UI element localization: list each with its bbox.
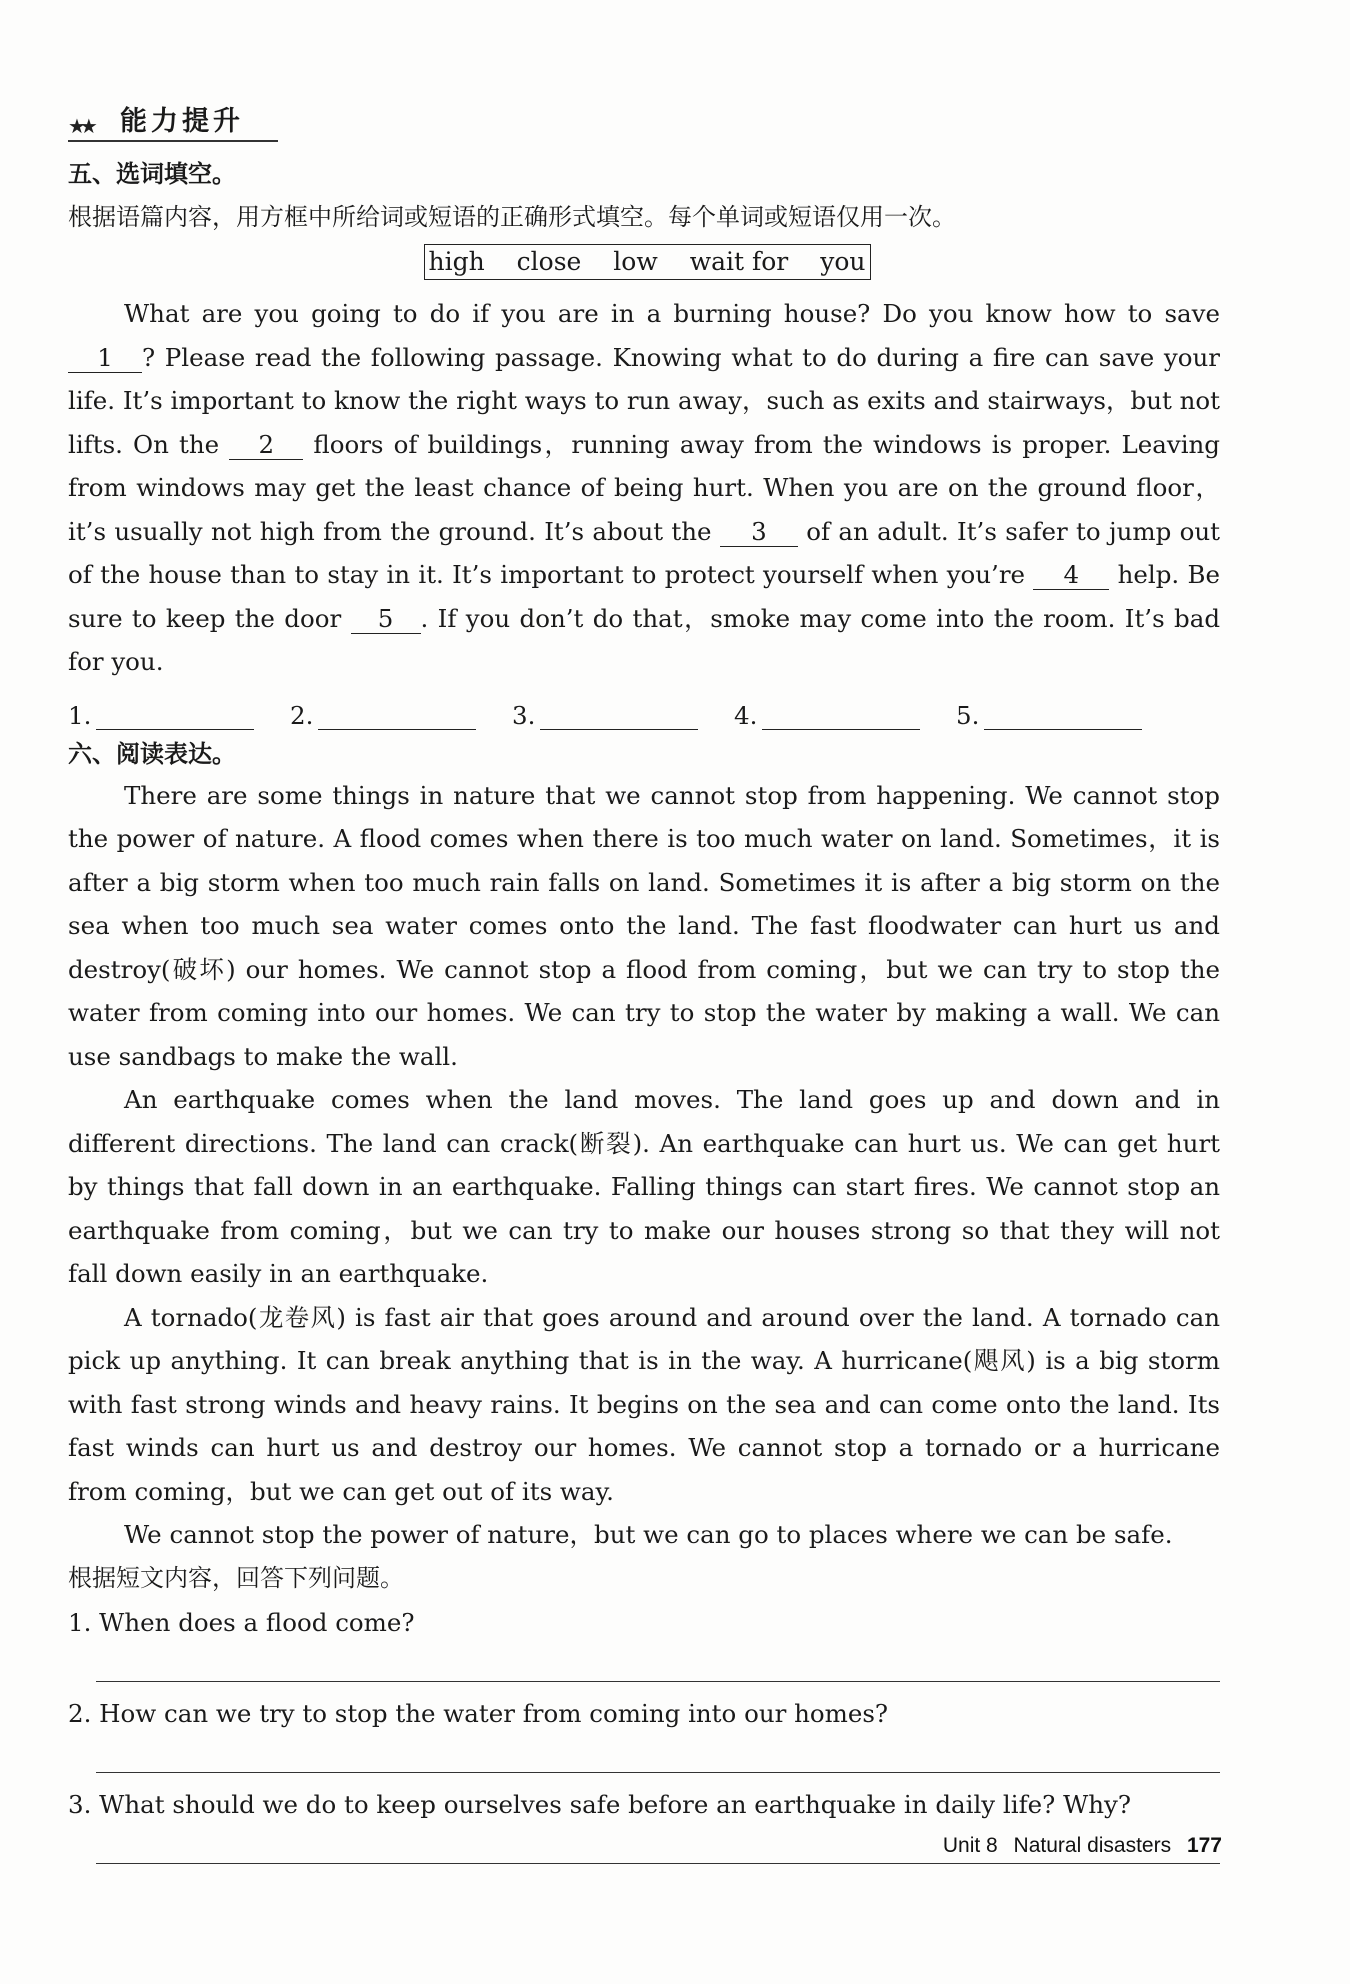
answer-slot xyxy=(512,701,734,730)
answer-slot xyxy=(290,701,512,730)
answer-line[interactable] xyxy=(540,703,698,730)
answer-line-3[interactable] xyxy=(96,1863,1220,1864)
question-2: 2. How can we try to stop the water from coming into our homes? xyxy=(68,1698,889,1728)
word-option: wait for xyxy=(689,247,789,276)
section-banner xyxy=(68,88,278,142)
passage-text: . If you don’t do that，smoke may come into the room. It’s bad for you. xyxy=(68,603,1220,676)
answer-number: 4. xyxy=(734,700,758,730)
answer-number: 5. xyxy=(956,700,980,730)
answer-slot xyxy=(734,701,956,730)
part6-heading: 六、阅读表达。 xyxy=(68,739,236,768)
answer-line[interactable] xyxy=(762,703,920,730)
section-title: 能力提升 xyxy=(120,106,244,137)
reading-paragraph: There are some things in nature that we cannot stop from happening. We cannot stop the power of nature. A flood comes when there is too much water on land. Sometimes，it is after a big storm when too much rain falls on land. Sometimes it is after a big storm on the sea when too much sea water comes onto the land. The fast floodwater can hurt us and destroy(破坏) our homes. We cannot stop a flood from coming，but we can try to stop the water from coming into our homes. We can try to stop the water by making a wall. We can use sandbags to make the wall. xyxy=(68,780,1220,1071)
reading-paragraph: A tornado(龙卷风) is fast air that goes around and around over the land. A tornado can pick up anything. It can break anything that is in the way. A hurricane(飓风) is a big storm with fast strong winds and heavy rains. It begins on the sea and can come onto the land. Its fast winds can hurt us and destroy our homes. We cannot stop a tornado or a hurricane from coming，but we can get out of its way. xyxy=(68,1302,1220,1506)
blank-1: 1 xyxy=(68,344,142,373)
word-option: low xyxy=(613,247,658,276)
word-option: close xyxy=(516,247,582,276)
footer-unit: Unit 8 xyxy=(942,1834,998,1857)
word-option: you xyxy=(820,247,866,276)
answer-number: 2. xyxy=(290,700,314,730)
answer-line[interactable] xyxy=(984,703,1142,730)
blank-3: 3 xyxy=(720,518,798,547)
answer-slot xyxy=(956,701,1178,730)
part5-instruction: 根据语篇内容，用方框中所给词或短语的正确形式填空。每个单词或短语仅用一次。 xyxy=(68,203,956,231)
question-3: 3. What should we do to keep ourselves safe before an earthquake in daily life? Why? xyxy=(68,1789,1132,1819)
page-footer xyxy=(943,1834,1222,1858)
word-box xyxy=(424,244,871,280)
answer-lines xyxy=(68,684,1220,730)
blank-4: 4 xyxy=(1033,561,1109,590)
passage-text: of an adult. It’s safer to jump out of the house than to stay in it. It’s important to protect yourself when you’re xyxy=(68,516,1220,589)
cloze-passage xyxy=(68,292,1220,684)
page-content xyxy=(68,88,1220,1864)
question-1: 1. When does a flood come? xyxy=(68,1607,415,1637)
passage-text: floors of buildings，running away from the windows is proper. Leaving from windows may get the least chance of being hurt. When you are on the ground floor，it’s usually not high from the ground. It’s about the xyxy=(68,429,1220,546)
star-icon: ★★ xyxy=(68,114,92,138)
answer-slot xyxy=(68,701,290,730)
blank-5: 5 xyxy=(351,605,421,634)
word-option: high xyxy=(428,247,485,276)
reading-paragraph: We cannot stop the power of nature，but we can go to places where we can be safe. xyxy=(124,1520,1173,1549)
passage-text: What are you going to do if you are in a burning house? Do you know how to save xyxy=(124,299,1220,328)
answer-line[interactable] xyxy=(318,703,476,730)
answer-line[interactable] xyxy=(96,703,254,730)
answer-line-1[interactable] xyxy=(96,1681,1220,1682)
answer-number: 1. xyxy=(68,700,92,730)
passage-text: help. Be sure to keep the door xyxy=(68,560,1220,633)
reading-paragraph: An earthquake comes when the land moves. The land goes up and down and in different directions. The land can crack(断裂). An earthquake can hurt us. We can get hurt by things that fall down in an earthquake. Falling things can start fires. We cannot stop an earthquake from coming，but we can try to make our houses strong so that they will not fall down easily in an earthquake. xyxy=(68,1085,1220,1288)
blank-2: 2 xyxy=(229,431,303,460)
part5-heading: 五、选词填空。 xyxy=(68,160,236,188)
passage-text: ? Please read the following passage. Knowing what to do during a fire can save your life. It’s important to know the right ways to run away，such as exits and stairways，but not lifts. On the xyxy=(68,342,1220,459)
answer-number: 3. xyxy=(512,700,536,730)
word-box-container xyxy=(68,244,1220,290)
page-number: 177 xyxy=(1186,1834,1222,1857)
footer-topic: Natural disasters xyxy=(1013,1834,1172,1857)
part6-instruction: 根据短文内容，回答下列问题。 xyxy=(68,1563,404,1592)
answer-line-2[interactable] xyxy=(96,1772,1220,1773)
